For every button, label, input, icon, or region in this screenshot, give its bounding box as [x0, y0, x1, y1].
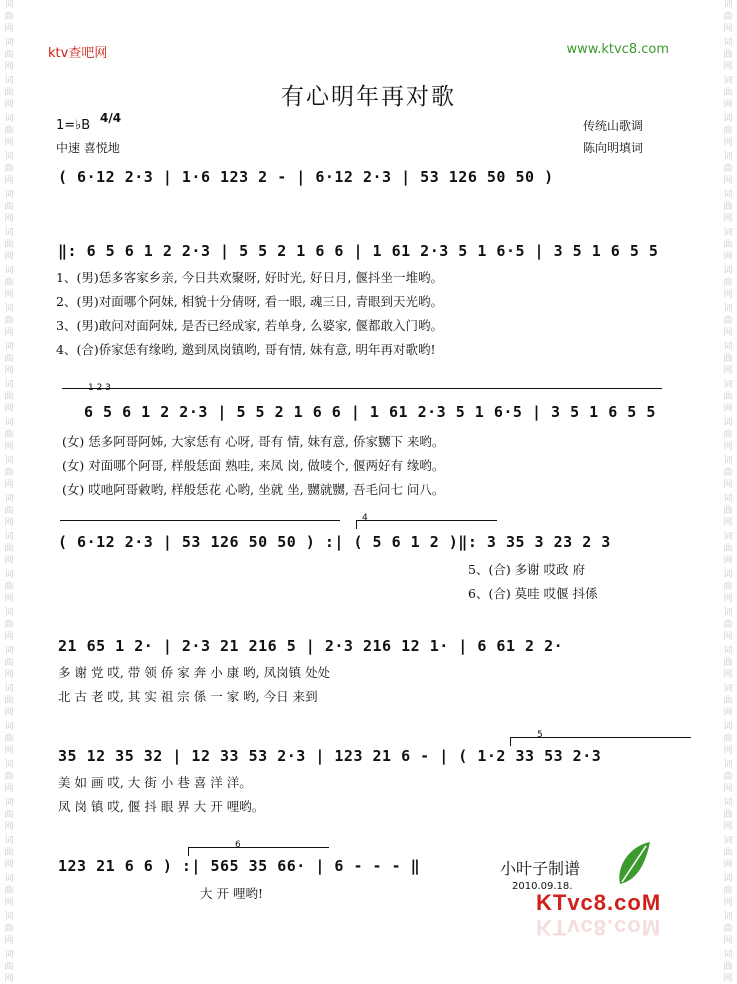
- watermark-char: 曲: [4, 506, 14, 516]
- watermark-char: 词: [723, 874, 733, 884]
- intro-notes: ( 6·12 2·3 | 1·6 123 2 - | 6·12 2·3 | 53 126 50 50 ): [58, 168, 554, 186]
- watermark-char: 词: [723, 228, 733, 238]
- origin-credit: 传统山歌调: [583, 119, 644, 133]
- watermark-char: 曲: [723, 354, 733, 364]
- watermark-char: 网: [4, 822, 14, 832]
- watermark-char: 网: [4, 632, 14, 642]
- female-lyric-2: (女) 对面哪个阿哥, 样般恁面 熟哇, 来凤 岗, 做唛个, 偃两好有 缘哟。: [62, 458, 445, 473]
- watermark-char: 曲: [4, 430, 14, 440]
- part5-lyric-2: 6、(合) 莫哇 哎偃 抖係: [468, 586, 598, 601]
- row5-notes: 21 65 1 2· | 2·3 21 216 5 | 2·3 216 12 1· | 6 61 2 2·: [58, 637, 564, 655]
- watermark-char: 网: [4, 214, 14, 224]
- watermark-char: 曲: [4, 924, 14, 934]
- watermark-char: 曲: [723, 88, 733, 98]
- watermark-char: 词: [723, 76, 733, 86]
- watermark-char: 词: [723, 950, 733, 960]
- watermark-char: 网: [723, 898, 733, 908]
- lyricist-credit: 陈向明填词: [583, 141, 644, 155]
- watermark-char: 网: [723, 404, 733, 414]
- watermark-char: 词: [4, 114, 14, 124]
- female-notes: 6 5 6 1 2 2·3 | 5 5 2 1 6 6 | 1 61 2·3 5 1 6·5 | 3 5 1 6 5 5: [84, 403, 656, 421]
- watermark-char: 词: [4, 76, 14, 86]
- watermark-char: 网: [723, 556, 733, 566]
- watermark-char: 词: [4, 304, 14, 314]
- watermark-char: 词: [4, 570, 14, 580]
- watermark-char: 词: [4, 760, 14, 770]
- watermark-char: 曲: [4, 810, 14, 820]
- ending-line-a: [60, 520, 340, 529]
- ending-label-123: 1 2 3: [88, 383, 111, 393]
- watermark-char: 网: [4, 138, 14, 148]
- row6-notes: 35 12 35 32 | 12 33 53 2·3 | 123 21 6 - | ( 1·2 33 53 2·3: [58, 747, 602, 765]
- watermark-char: 词: [4, 38, 14, 48]
- watermark-char: 词: [4, 684, 14, 694]
- watermark-char: 曲: [723, 848, 733, 858]
- watermark-char: 曲: [723, 164, 733, 174]
- watermark-char: 网: [723, 290, 733, 300]
- arranger-signature: 小叶子制谱: [500, 859, 581, 878]
- watermark-char: 词: [723, 722, 733, 732]
- site-url[interactable]: www.ktvc8.com: [566, 42, 669, 57]
- watermark-char: 曲: [4, 240, 14, 250]
- watermark-char: 网: [4, 62, 14, 72]
- watermark-char: 曲: [723, 392, 733, 402]
- watermark-char: 网: [723, 822, 733, 832]
- watermark-char: 曲: [4, 772, 14, 782]
- ending-bracket-4: [356, 520, 497, 529]
- watermark-char: 曲: [4, 316, 14, 326]
- watermark-char: 网: [4, 594, 14, 604]
- watermark-char: 词: [4, 950, 14, 960]
- watermark-char: 曲: [4, 278, 14, 288]
- watermark-char: 词: [4, 722, 14, 732]
- verse-lyric-1: 1、(男)恁多客家乡亲, 今日共欢聚呀, 好时光, 好日月, 偃抖坐一堆哟。: [56, 270, 443, 285]
- watermark-char: 曲: [723, 582, 733, 592]
- watermark-char: 网: [4, 746, 14, 756]
- watermark-char: 词: [4, 0, 14, 10]
- watermark-char: 词: [4, 608, 14, 618]
- watermark-char: 词: [723, 836, 733, 846]
- watermark-char: 词: [723, 608, 733, 618]
- watermark-char: 词: [723, 646, 733, 656]
- watermark-char: 词: [4, 418, 14, 428]
- ending-label-6: 6: [235, 840, 241, 850]
- watermark-char: 曲: [4, 88, 14, 98]
- watermark-char: 网: [4, 176, 14, 186]
- watermark-char: 曲: [723, 544, 733, 554]
- watermark-char: 词: [4, 646, 14, 656]
- watermark-char: 曲: [4, 164, 14, 174]
- watermark-char: 网: [4, 974, 14, 984]
- watermark-char: 词: [723, 342, 733, 352]
- watermark-char: 网: [723, 974, 733, 984]
- watermark-char: 词: [723, 418, 733, 428]
- ending-bracket-123: [62, 388, 662, 397]
- watermark-char: 词: [4, 532, 14, 542]
- ktv-logo-reflection: KTvc8.coM: [536, 915, 662, 940]
- watermark-char: 网: [4, 24, 14, 34]
- watermark-char: 网: [4, 100, 14, 110]
- watermark-char: 曲: [4, 962, 14, 972]
- watermark-char: 词: [723, 532, 733, 542]
- watermark-char: 曲: [723, 12, 733, 22]
- verse-lyric-2: 2、(男)对面哪个阿妹, 相貌十分倩呀, 看一眼, 魂三日, 青眼到天光哟。: [56, 294, 443, 309]
- verse-lyric-3: 3、(男)敢问对面阿妹, 是否已经成家, 若单身, 么婆家, 偃都敢入门哟。: [56, 318, 443, 333]
- watermark-char: 网: [723, 176, 733, 186]
- watermark-char: 曲: [723, 506, 733, 516]
- watermark-char: 词: [4, 228, 14, 238]
- watermark-char: 词: [723, 190, 733, 200]
- row5-lyric-2: 北 古 老 哎, 其 实 祖 宗 係 一 家 哟, 今日 来到: [58, 689, 318, 704]
- watermark-char: 曲: [4, 126, 14, 136]
- watermark-char: 网: [4, 366, 14, 376]
- watermark-char: 词: [4, 798, 14, 808]
- watermark-char: 词: [4, 266, 14, 276]
- left-watermark-column: [2, 0, 16, 984]
- female-lyric-1: (女) 恁多阿哥阿姊, 大家恁有 心呀, 哥有 情, 妹有意, 侨家嬲下 来哟。: [62, 434, 445, 449]
- verse-lyric-4: 4、(合)侨家恁有缘哟, 邀到凤岗镇哟, 哥有情, 妹有意, 明年再对歌哟!: [56, 342, 436, 357]
- watermark-char: 曲: [723, 772, 733, 782]
- watermark-char: 词: [723, 266, 733, 276]
- watermark-char: 词: [4, 836, 14, 846]
- leaf-logo-icon: [612, 840, 652, 892]
- watermark-char: 曲: [4, 734, 14, 744]
- watermark-char: 网: [723, 860, 733, 870]
- watermark-char: 网: [4, 442, 14, 452]
- watermark-char: 曲: [723, 810, 733, 820]
- key-signature: 1=♭B: [56, 118, 91, 133]
- watermark-char: 词: [4, 342, 14, 352]
- watermark-char: 网: [723, 100, 733, 110]
- watermark-char: 曲: [4, 544, 14, 554]
- watermark-char: 曲: [723, 430, 733, 440]
- watermark-char: 曲: [723, 468, 733, 478]
- watermark-char: 网: [723, 670, 733, 680]
- watermark-char: 网: [4, 860, 14, 870]
- watermark-char: 词: [4, 152, 14, 162]
- watermark-char: 词: [723, 114, 733, 124]
- ending-label-5: 5: [537, 730, 543, 740]
- watermark-char: 词: [4, 456, 14, 466]
- watermark-char: 曲: [723, 240, 733, 250]
- watermark-char: 曲: [723, 126, 733, 136]
- watermark-char: 网: [4, 936, 14, 946]
- watermark-char: 曲: [723, 50, 733, 60]
- watermark-char: 词: [723, 760, 733, 770]
- watermark-char: 曲: [4, 620, 14, 630]
- watermark-char: 网: [4, 328, 14, 338]
- watermark-char: 网: [723, 708, 733, 718]
- watermark-char: 网: [723, 518, 733, 528]
- watermark-char: 网: [723, 480, 733, 490]
- watermark-char: 曲: [4, 50, 14, 60]
- watermark-char: 曲: [723, 962, 733, 972]
- watermark-char: 网: [4, 404, 14, 414]
- watermark-char: 网: [723, 328, 733, 338]
- watermark-char: 网: [4, 290, 14, 300]
- watermark-char: 网: [4, 252, 14, 262]
- watermark-char: 网: [723, 62, 733, 72]
- watermark-char: 曲: [4, 468, 14, 478]
- watermark-char: 词: [4, 494, 14, 504]
- watermark-char: 曲: [4, 392, 14, 402]
- watermark-char: 网: [723, 138, 733, 148]
- watermark-char: 网: [4, 518, 14, 528]
- watermark-char: 网: [4, 556, 14, 566]
- watermark-char: 词: [4, 912, 14, 922]
- ending-bracket-6: [188, 847, 329, 856]
- watermark-char: 网: [723, 632, 733, 642]
- watermark-char: 曲: [723, 924, 733, 934]
- row6-lyric-2: 凤 岗 镇 哎, 偃 抖 眼 界 大 开 哩哟。: [58, 799, 265, 814]
- watermark-char: 词: [723, 798, 733, 808]
- watermark-char: 曲: [723, 886, 733, 896]
- watermark-char: 网: [723, 214, 733, 224]
- watermark-char: 词: [4, 380, 14, 390]
- watermark-char: 曲: [723, 316, 733, 326]
- watermark-char: 词: [4, 190, 14, 200]
- watermark-char: 曲: [4, 886, 14, 896]
- watermark-char: 词: [723, 494, 733, 504]
- row7-notes: 123 21 6 6 ) :| 565 35 66· | 6 - - - ‖: [58, 857, 421, 875]
- verse-notes: ‖: 6 5 6 1 2 2·3 | 5 5 2 1 6 6 | 1 61 2·3 5 1 6·5 | 3 5 1 6 5 5: [58, 242, 659, 260]
- watermark-char: 曲: [4, 354, 14, 364]
- watermark-char: 网: [723, 594, 733, 604]
- row7-lyric: 大 开 哩哟!: [200, 886, 263, 901]
- right-watermark-column: [721, 0, 735, 984]
- tempo-marking: 中速 喜悦地: [56, 141, 120, 155]
- time-signature: [100, 112, 121, 124]
- watermark-char: 网: [723, 936, 733, 946]
- watermark-char: 网: [723, 784, 733, 794]
- watermark-char: 网: [4, 708, 14, 718]
- site-name[interactable]: ktv查吧网: [48, 46, 108, 61]
- watermark-char: 曲: [723, 696, 733, 706]
- ending-label-4: 4: [362, 513, 368, 523]
- watermark-char: 词: [723, 152, 733, 162]
- watermark-char: 网: [723, 746, 733, 756]
- watermark-char: 词: [723, 380, 733, 390]
- watermark-char: 词: [723, 570, 733, 580]
- watermark-char: 曲: [4, 202, 14, 212]
- watermark-char: 网: [723, 366, 733, 376]
- watermark-char: 网: [4, 670, 14, 680]
- watermark-char: 曲: [4, 658, 14, 668]
- watermark-char: 曲: [723, 620, 733, 630]
- watermark-char: 网: [723, 24, 733, 34]
- watermark-char: 网: [4, 898, 14, 908]
- watermark-char: 网: [4, 480, 14, 490]
- watermark-char: 网: [4, 784, 14, 794]
- watermark-char: 词: [723, 0, 733, 10]
- watermark-char: 词: [4, 874, 14, 884]
- watermark-char: 曲: [723, 202, 733, 212]
- watermark-char: 曲: [4, 582, 14, 592]
- female-lyric-3: (女) 哎吔阿哥敹哟, 样般恁花 心哟, 坐就 坐, 嬲就嬲, 吾毛问七 问八。: [62, 482, 445, 497]
- watermark-char: 词: [723, 456, 733, 466]
- row5-lyric-1: 多 谢 党 哎, 带 领 侨 家 奔 小 康 哟, 凤岗镇 处处: [58, 665, 331, 680]
- watermark-char: 曲: [723, 658, 733, 668]
- part5-lyric-1: 5、(合) 多谢 哎政 府: [468, 562, 586, 577]
- watermark-char: 词: [723, 38, 733, 48]
- watermark-char: 曲: [723, 278, 733, 288]
- ktv-logo: KTvc8.coM: [536, 890, 662, 915]
- watermark-char: 词: [723, 912, 733, 922]
- song-title: 有心明年再对歌: [281, 84, 456, 110]
- watermark-char: 曲: [4, 696, 14, 706]
- watermark-char: 网: [723, 252, 733, 262]
- signature-date: 2010.09.18.: [512, 881, 573, 892]
- watermark-char: 词: [723, 304, 733, 314]
- interlude-notes: ( 6·12 2·3 | 53 126 50 50 ) :| ( 5 6 1 2 )‖: 3 35 3 23 2 3: [58, 533, 611, 551]
- watermark-char: 曲: [4, 12, 14, 22]
- watermark-char: 曲: [723, 734, 733, 744]
- row6-lyric-1: 美 如 画 哎, 大 街 小 巷 喜 洋 洋。: [58, 775, 252, 790]
- time-signature-text: 4/4: [100, 111, 122, 125]
- watermark-char: 网: [723, 442, 733, 452]
- watermark-char: 曲: [4, 848, 14, 858]
- watermark-char: 词: [723, 684, 733, 694]
